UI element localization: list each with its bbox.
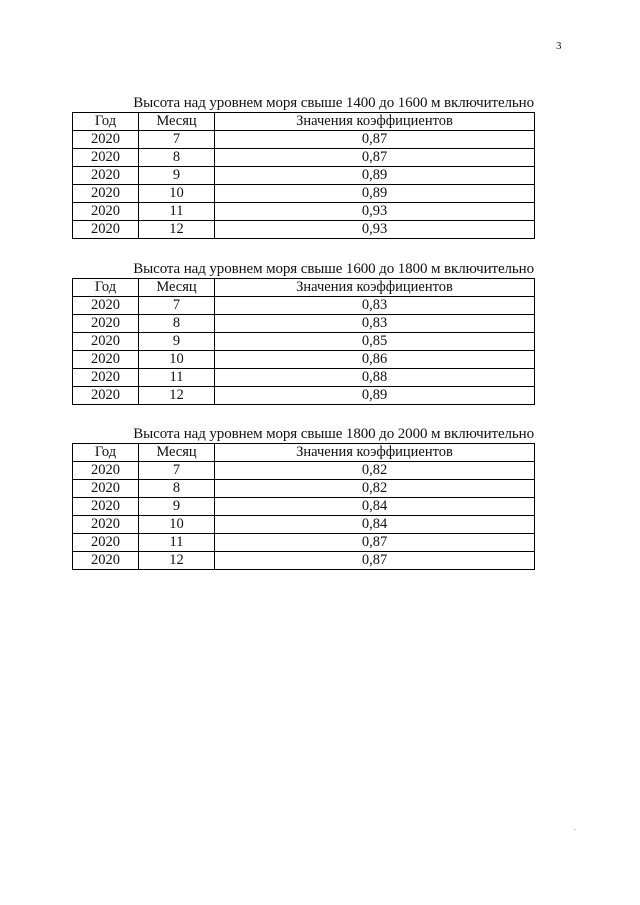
table-row [73,315,535,333]
cell-year: 2020 [73,387,139,405]
cell-month: 8 [139,480,215,498]
cell-value: 0,83 [215,297,535,315]
table-row [73,480,535,498]
cell-year: 2020 [73,333,139,351]
cell-value: 0,87 [215,131,535,149]
cell-month: 7 [139,297,215,315]
cell-value: 0,83 [215,315,535,333]
table-row [73,333,535,351]
header-month: Месяц [139,279,215,297]
cell-value: 0,87 [215,149,535,167]
table-row [73,369,535,387]
table-header-row [73,279,535,297]
cell-year: 2020 [73,315,139,333]
coefficient-table [72,112,535,239]
section-title: Высота над уровнем моря свыше 1800 до 2000 м включительно [133,426,534,442]
cell-month: 8 [139,315,215,333]
cell-value: 0,93 [215,221,535,239]
cell-value: 0,88 [215,369,535,387]
cell-year: 2020 [73,369,139,387]
table-header-row [73,444,535,462]
cell-month: 8 [139,149,215,167]
coefficient-table [72,278,535,405]
table-row [73,552,535,570]
coefficient-table [72,443,535,570]
cell-value: 0,84 [215,516,535,534]
cell-value: 0,82 [215,462,535,480]
table-row [73,221,535,239]
cell-value: 0,89 [215,387,535,405]
cell-year: 2020 [73,221,139,239]
table-row [73,131,535,149]
cell-value: 0,85 [215,333,535,351]
cell-month: 9 [139,333,215,351]
cell-month: 12 [139,387,215,405]
header-value: Значения коэффициентов [215,279,535,297]
coefficient-section-3 [72,425,534,570]
cell-month: 11 [139,534,215,552]
cell-value: 0,87 [215,534,535,552]
cell-month: 7 [139,131,215,149]
cell-month: 10 [139,516,215,534]
cell-month: 7 [139,462,215,480]
page-number: 3 [556,40,562,52]
scan-speck [574,829,576,830]
cell-year: 2020 [73,534,139,552]
coefficient-section-2 [72,260,534,405]
cell-year: 2020 [73,552,139,570]
section-title: Высота над уровнем моря свыше 1400 до 1600 м включительно [133,95,534,111]
cell-value: 0,86 [215,351,535,369]
cell-month: 12 [139,221,215,239]
cell-year: 2020 [73,351,139,369]
cell-value: 0,82 [215,480,535,498]
cell-year: 2020 [73,185,139,203]
cell-month: 10 [139,185,215,203]
cell-month: 9 [139,498,215,516]
cell-year: 2020 [73,297,139,315]
header-value: Значения коэффициентов [215,113,535,131]
table-row [73,185,535,203]
table-row [73,203,535,221]
cell-year: 2020 [73,149,139,167]
table-row [73,462,535,480]
table-row [73,387,535,405]
cell-year: 2020 [73,498,139,516]
cell-value: 0,89 [215,167,535,185]
cell-month: 9 [139,167,215,185]
cell-month: 11 [139,203,215,221]
header-value: Значения коэффициентов [215,444,535,462]
table-row [73,351,535,369]
cell-value: 0,84 [215,498,535,516]
header-month: Месяц [139,444,215,462]
cell-month: 10 [139,351,215,369]
cell-year: 2020 [73,462,139,480]
cell-value: 0,87 [215,552,535,570]
header-month: Месяц [139,113,215,131]
cell-year: 2020 [73,480,139,498]
table-header-row [73,113,535,131]
header-year: Год [73,113,139,131]
cell-year: 2020 [73,203,139,221]
table-row [73,167,535,185]
section-title: Высота над уровнем моря свыше 1600 до 1800 м включительно [133,261,534,277]
cell-year: 2020 [73,516,139,534]
coefficient-section-1 [72,94,534,239]
cell-month: 12 [139,552,215,570]
table-row [73,297,535,315]
cell-year: 2020 [73,167,139,185]
table-row [73,516,535,534]
cell-value: 0,93 [215,203,535,221]
header-year: Год [73,444,139,462]
cell-year: 2020 [73,131,139,149]
cell-value: 0,89 [215,185,535,203]
header-year: Год [73,279,139,297]
table-row [73,534,535,552]
table-row [73,149,535,167]
cell-month: 11 [139,369,215,387]
table-row [73,498,535,516]
